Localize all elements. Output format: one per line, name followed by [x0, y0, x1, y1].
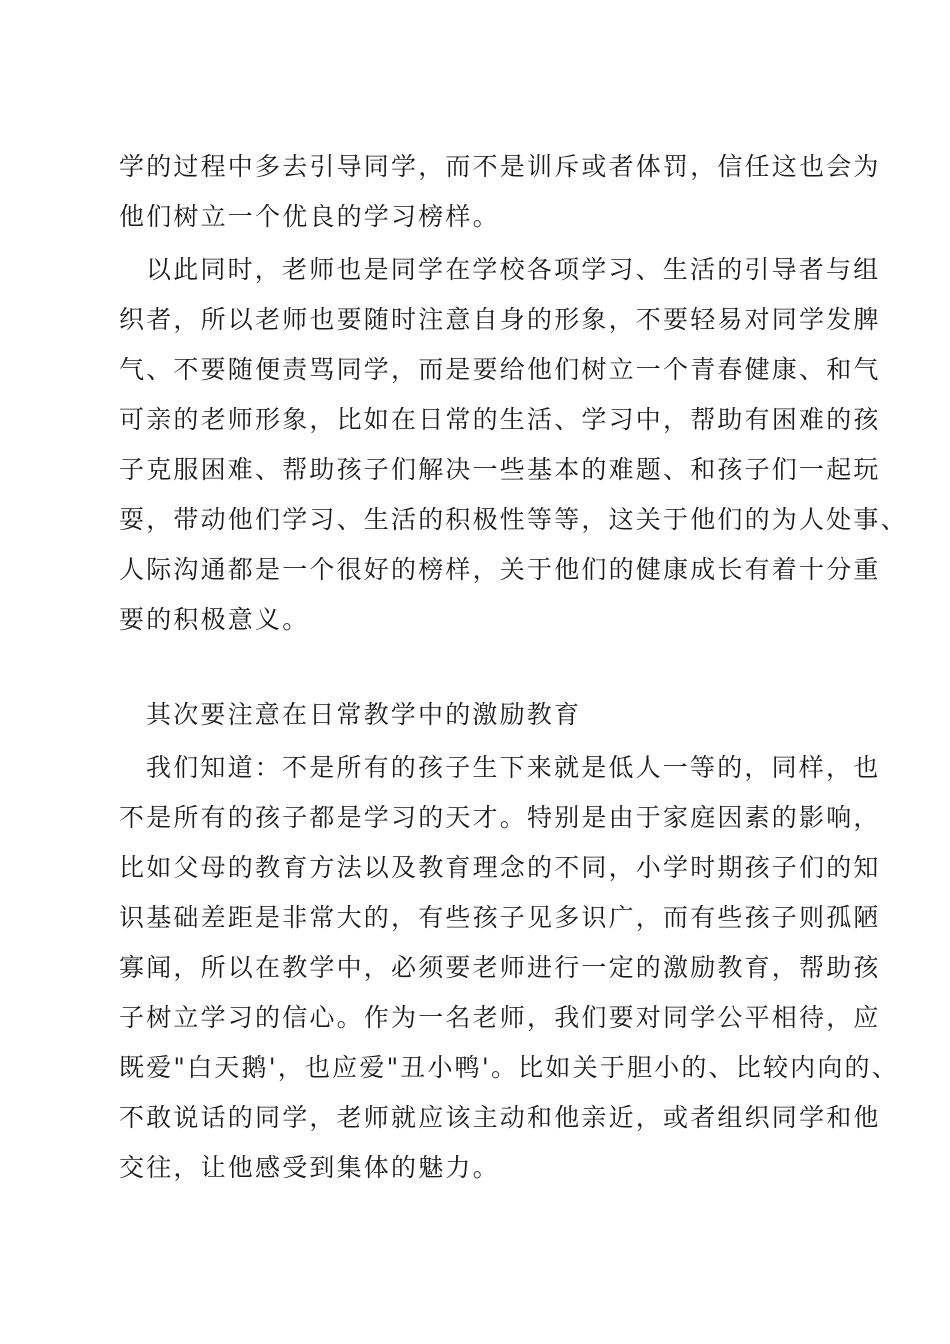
paragraph-line: 交往，让他感受到集体的魅力。: [119, 1153, 500, 1182]
paragraph-line: 不敢说话的同学，老师就应该主动和他亲近，或者组织同学和他: [119, 1103, 881, 1132]
paragraph-line: 要的积极意义。: [119, 605, 310, 634]
paragraph-line: 识基础差距是非常大的，有些孩子见多识广，而有些孩子则孤陋: [119, 903, 881, 932]
section-heading: 其次要注意在日常教学中的激励教育: [146, 700, 582, 729]
paragraph-line: 人际沟通都是一个很好的榜样，关于他们的健康成长有着十分重: [119, 555, 881, 584]
paragraph-line: 耍，带动他们学习、生活的积极性等等，这关于他们的为人处事、: [119, 505, 908, 534]
paragraph-line: 织者，所以老师也要随时注意自身的形象，不要轻易对同学发脾: [119, 305, 881, 334]
paragraph-line: 以此同时，老师也是同学在学校各项学习、生活的引导者与组: [146, 255, 881, 284]
paragraph-line: 气、不要随便责骂同学，而是要给他们树立一个青春健康、和气: [119, 355, 881, 384]
paragraph-line: 寡闻，所以在教学中，必须要老师进行一定的激励教育，帮助孩: [119, 953, 881, 982]
paragraph-line: 我们知道：不是所有的孩子生下来就是低人一等的，同样，也: [146, 753, 881, 782]
paragraph-line: 他们树立一个优良的学习榜样。: [119, 202, 500, 231]
paragraph-line: 比如父母的教育方法以及教育理念的不同，小学时期孩子们的知: [119, 853, 881, 882]
paragraph-line: 不是所有的孩子都是学习的天才。特别是由于家庭因素的影响，: [119, 803, 881, 832]
paragraph-line: 学的过程中多去引导同学，而不是训斥或者体罚，信任这也会为: [119, 152, 881, 181]
paragraph-line: 既爱"白天鹅'，也应爱"丑小鸭'。比如关于胆小的、比较内向的、: [119, 1053, 899, 1082]
paragraph-line: 子克服困难、帮助孩子们解决一些基本的难题、和孩子们一起玩: [119, 455, 881, 484]
paragraph-line: 子树立学习的信心。作为一名老师，我们要对同学公平相待，应: [119, 1003, 881, 1032]
paragraph-line: 可亲的老师形象，比如在日常的生活、学习中，帮助有困难的孩: [119, 405, 881, 434]
